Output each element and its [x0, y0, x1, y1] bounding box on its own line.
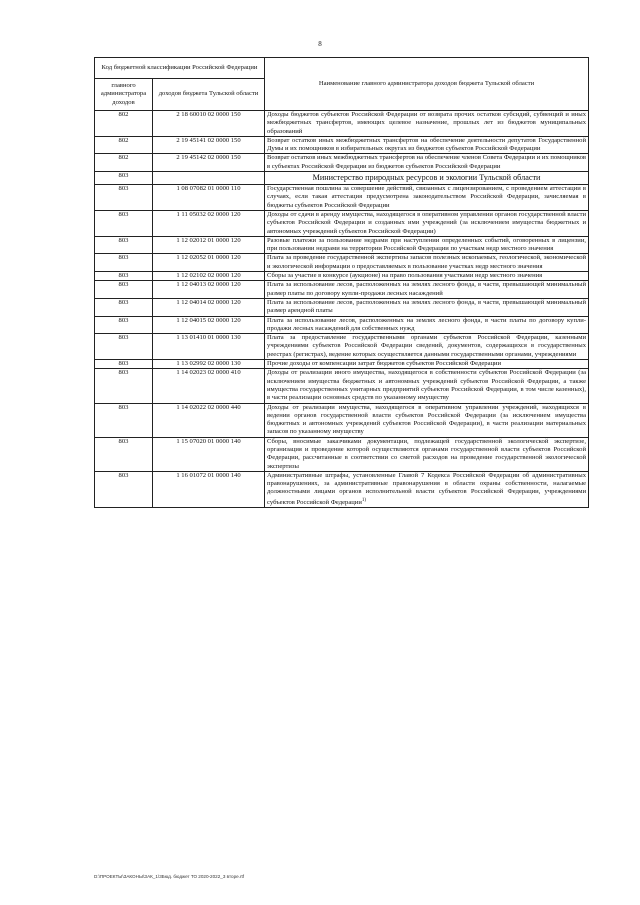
revenue-name-cell	[265, 360, 589, 369]
revenue-code-cell: 1 12 02052 01 0000 120	[153, 254, 265, 272]
admin-code-cell: 802	[95, 111, 153, 137]
table-row	[95, 403, 589, 437]
admin-code-cell: 803	[95, 172, 153, 185]
table-row	[95, 136, 589, 154]
admin-code-cell: 803	[95, 403, 153, 437]
table-row	[95, 154, 589, 172]
revenue-name-text: Министерство природных ресурсов и экологии Тульской области	[312, 173, 541, 183]
ministry-row	[95, 172, 589, 185]
revenue-code-cell: 1 16 01072 01 0000 140	[153, 471, 265, 507]
header-revenue-code: доходов бюджета Тульской области	[153, 79, 265, 111]
header-budget-classification: Код бюджетной классификации Российской Федерации	[95, 58, 265, 79]
revenue-name-cell	[265, 403, 589, 437]
revenue-code-cell: 1 14 02023 02 0000 410	[153, 369, 265, 403]
admin-code-cell: 803	[95, 254, 153, 272]
revenue-code-cell: 1 12 02012 01 0000 120	[153, 236, 265, 254]
header-admin-code: главного администратора доходов	[95, 79, 153, 111]
admin-code-cell: 803	[95, 369, 153, 403]
admin-code-cell: 803	[95, 236, 153, 254]
table-row	[95, 437, 589, 471]
revenue-name-cell	[265, 272, 589, 281]
table-row	[95, 236, 589, 254]
revenue-code-cell	[153, 172, 265, 185]
revenue-code-cell: 1 12 04014 02 0000 120	[153, 298, 265, 316]
admin-code-cell: 803	[95, 298, 153, 316]
admin-code-cell: 802	[95, 154, 153, 172]
footnote-marker: 1)	[361, 497, 367, 503]
revenue-code-cell: 1 11 05032 02 0000 120	[153, 210, 265, 236]
revenue-code-cell: 1 12 02102 02 0000 120	[153, 272, 265, 281]
revenue-name-text: Доходы бюджетов субъектов Российской Федерации от возврата прочих остатков субсидий, субвенций и иных межбюджетных трансфертов, имеющих целевое назначение, прошлых лет из бюджетов муниципальных образований	[267, 111, 587, 135]
revenue-code-cell: 1 14 02022 02 0000 440	[153, 403, 265, 437]
admin-code-cell: 803	[95, 471, 153, 507]
revenue-name-cell	[265, 136, 589, 154]
revenue-name-text: Плата за предоставление государственными органами субъектов Российской Федерации, казенными учреждениями субъектов Российской Федерации сведений, документов, содержащихся в государственных реестрах (регистрах), ведение которых осуществляется данными государственными органами, учреждениями	[267, 334, 587, 358]
revenue-code-cell: 2 19 45141 02 0000 150	[153, 136, 265, 154]
revenue-name-text: Государственная пошлина за совершение действий, связанных с лицензированием, с проведением аттестации в случаях, если такая аттестация предусмотрена законодательством Российской Федерации, зачисляемая в бюджеты субъектов Российской Федерации	[267, 185, 587, 209]
table-row	[95, 272, 589, 281]
revenue-name-text: Плата за проведение государственной экспертизы запасов полезных ископаемых, геологической, экономической и экологической информации о предоставляемых в пользование участках недр местного значения	[267, 254, 587, 270]
table-row	[95, 471, 589, 507]
admin-code-cell: 803	[95, 316, 153, 334]
revenue-name-cell	[265, 281, 589, 299]
table-body	[95, 58, 589, 508]
revenue-name-cell	[265, 369, 589, 403]
table-row	[95, 254, 589, 272]
table-row	[95, 298, 589, 316]
revenue-code-cell: 1 13 01410 01 0000 130	[153, 334, 265, 360]
revenue-name-text: Возврат остатков иных межбюджетных трансфертов на обеспечение деятельности депутатов Государственной Думы и их помощников в избирательных округах из бюджетов субъектов Российской Федерации	[267, 136, 587, 153]
revenue-name-cell	[265, 236, 589, 254]
revenue-name-cell	[265, 316, 589, 334]
revenue-name-text: Сборы, вносимые заказчиками документации, подлежащей государственной экологической экспертизе, организация и проведение которой осуществляются органами государственной власти субъектов Российской Федерации, рассчитанные в соответствии со сметой расходов на проведение государственной экологической экспертизы	[267, 437, 587, 470]
revenue-name-cell	[265, 254, 589, 272]
revenue-code-cell: 2 19 45142 02 0000 150	[153, 154, 265, 172]
table-row	[95, 210, 589, 236]
revenue-code-cell: 1 15 07020 01 0000 140	[153, 437, 265, 471]
revenue-name-text: Плата за использование лесов, расположенных на землях лесного фонда, в части, превышающей минимальный размер платы по договору купли-продажи лесных насаждений	[267, 281, 587, 297]
revenue-name-cell	[265, 334, 589, 360]
revenue-name-text: Доходы от сдачи в аренду имущества, находящегося в оперативном управлении органов государственной власти субъектов Российской Федерации и созданных ими учреждений (за исключением имущества бюджетных и автономных учреждений субъектов Российской Федерации)	[267, 210, 587, 235]
revenue-table	[94, 57, 589, 508]
revenue-code-cell: 1 12 04013 02 0000 120	[153, 281, 265, 299]
revenue-name-cell	[265, 154, 589, 172]
admin-code-cell: 803	[95, 210, 153, 236]
ministry-name-cell	[265, 172, 589, 185]
admin-code-cell: 803	[95, 185, 153, 211]
revenue-name-cell	[265, 185, 589, 211]
table-row	[95, 185, 589, 211]
revenue-name-text: Плата за использование лесов, расположенных на землях лесного фонда, в части, превышающей минимальный размер арендной платы	[267, 298, 587, 315]
admin-code-cell: 803	[95, 360, 153, 369]
admin-code-cell: 803	[95, 281, 153, 299]
admin-code-cell: 802	[95, 136, 153, 154]
revenue-name-cell	[265, 111, 589, 137]
table-row	[95, 360, 589, 369]
revenue-name-text: Доходы от реализации имущества, находящегося в оперативном управлении учреждений, находящихся в ведении органов государственной власти субъектов Российской Федерации (за исключением имущества бюджетных и автономных учреждений субъектов Российской Федерации), в части реализации материальных запасов по указанному имуществу	[267, 403, 587, 436]
admin-code-cell: 803	[95, 334, 153, 360]
revenue-name-cell	[265, 437, 589, 471]
revenue-name-text: Доходы от реализации иного имущества, находящегося в собственности субъектов Российской Федерации (за исключением имущества бюджетных и автономных учреждений субъектов Российской Федерации, а также имущества государственных унитарных предприятий субъектов Российской Федерации, в том числе казенных), в части реализации основных средств по указанному имуществу	[267, 369, 587, 402]
revenue-name-text: Прочие доходы от компенсации затрат бюджетов субъектов Российской Федерации	[267, 360, 502, 368]
table-row	[95, 334, 589, 360]
table-row	[95, 369, 589, 403]
revenue-name-text: Плата за использование лесов, расположенных на землях лесного фонда, в части платы по договору купли-продажи лесных насаждений для собственных нужд	[267, 316, 587, 332]
revenue-name-text: Разовые платежи за пользование недрами при наступлении определенных событий, оговоренных в лицензии, при пользовании недрами на территории Российской Федерации по участкам недр местного значения	[267, 236, 587, 253]
footer-file-path: D:\ПРОЕКТЫ\ЗАКОНЫ\ЗАК_1\3Бюд. бюджет ТО 2020-2022_3 вторе.rtf	[94, 874, 245, 879]
revenue-name-text: Возврат остатков иных межбюджетных трансфертов на обеспечение членов Совета Федерации и их помощников в субъектах Российской Федерации из бюджетов субъектов Российской Федерации	[267, 154, 587, 170]
table-row	[95, 111, 589, 137]
admin-code-cell: 803	[95, 272, 153, 281]
revenue-code-cell: 1 13 02992 02 0000 130	[153, 360, 265, 369]
revenue-name-cell	[265, 471, 589, 507]
revenue-name-cell	[265, 210, 589, 236]
page-number: 8	[318, 40, 322, 48]
revenue-name-text: Сборы за участие в конкурсе (аукционе) на право пользования участками недр местного значения	[267, 272, 543, 280]
revenue-name-cell	[265, 298, 589, 316]
header-administrator-name: Наименование главного администратора доходов бюджета Тульской области	[265, 58, 589, 111]
table-row	[95, 316, 589, 334]
revenue-name-text: Административные штрафы, установленные Главой 7 Кодекса Российской Федерации об административных правонарушениях, за административные правонарушения в области охраны собственности, налагаемые должностными лицами органов исполнительной власти субъектов Российской Федерации, учреждениями субъектов Российской Федерации	[267, 471, 587, 506]
revenue-code-cell: 1 12 04015 02 0000 120	[153, 316, 265, 334]
admin-code-cell: 803	[95, 437, 153, 471]
revenue-code-cell: 1 08 07082 01 0000 110	[153, 185, 265, 211]
revenue-code-cell: 2 18 60010 02 0000 150	[153, 111, 265, 137]
table-row	[95, 281, 589, 299]
table-header-row	[95, 58, 589, 79]
